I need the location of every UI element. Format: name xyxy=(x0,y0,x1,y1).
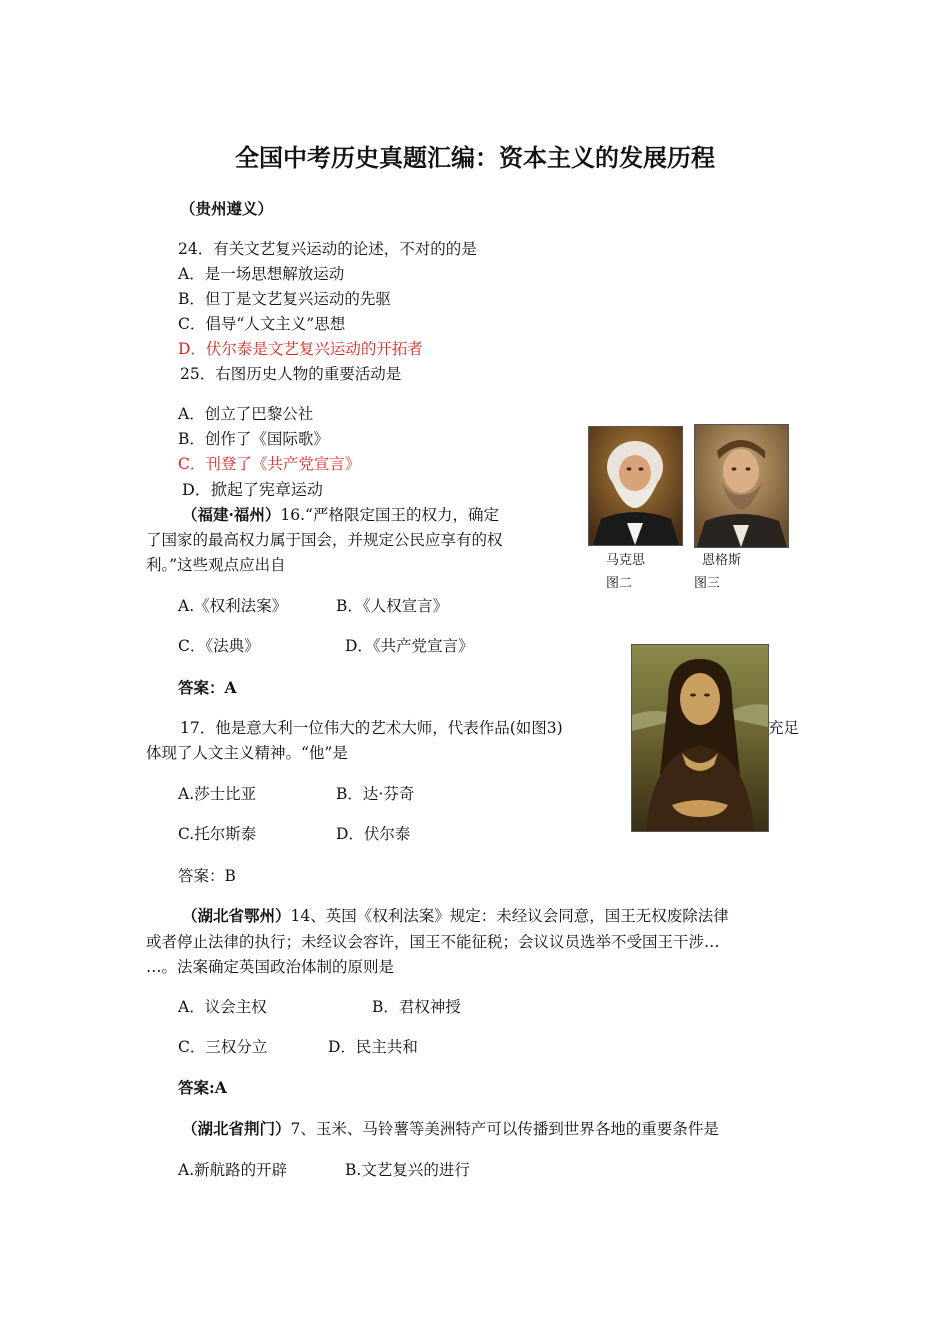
q16-option-c: C．《法典》 xyxy=(178,637,260,655)
mona-lisa-image xyxy=(631,644,769,832)
engels-caption: 恩格斯 xyxy=(702,553,742,568)
q17-stem-line2: 体现了人文主义精神。“他”是 xyxy=(146,744,348,762)
q24-option-b: B．但丁是文艺复兴运动的先驱 xyxy=(178,290,391,308)
q25-option-a: A．创立了巴黎公社 xyxy=(178,405,314,423)
q16-option-d: D．《共产党宣言》 xyxy=(345,637,474,655)
q25-option-c-answer: C．刊登了《共产党宣言》 xyxy=(178,455,361,473)
marx-portrait-image xyxy=(588,426,683,546)
q7-option-a: A.新航路的开辟 xyxy=(178,1161,288,1179)
q14-option-a: A．议会主权 xyxy=(178,998,267,1016)
q17-option-d: D．伏尔泰 xyxy=(336,825,411,843)
region-jingmen: （湖北省荆门） xyxy=(182,1119,291,1138)
q24-stem: 24．有关文艺复兴运动的论述，不对的的是 xyxy=(178,240,477,258)
q14-stem-line1: 14、英国《权利法案》规定：未经议会同意，国王无权废除法律 xyxy=(290,907,729,925)
region-guizhou: （贵州遵义） xyxy=(180,199,274,218)
q16-stem-line1: 16.“严格限定国王的权力，确定 xyxy=(280,506,499,524)
q14-option-b: B．君权神授 xyxy=(372,998,461,1016)
q25-option-d: D．掀起了宪章运动 xyxy=(182,480,323,499)
figure-3-label: 图三 xyxy=(694,576,721,591)
q25-option-b: B．创作了《国际歌》 xyxy=(178,430,329,448)
region-ezhou: （湖北省鄂州） xyxy=(182,906,291,925)
q25-stem: 25．右图历史人物的重要活动是 xyxy=(180,365,402,383)
q14-option-c: C．三权分立 xyxy=(178,1038,268,1056)
q14-stem-line3: …。法案确定英国政治体制的原则是 xyxy=(146,958,395,976)
q16-stem-line2: 了国家的最高权力属于国会，并规定公民应享有的权 xyxy=(146,531,503,549)
mona-lisa-icon xyxy=(632,645,768,831)
region-fujian: （福建·福州） xyxy=(182,505,281,524)
q17-stem-line1-end: 充足 xyxy=(768,719,800,737)
q17-answer: 答案：B xyxy=(178,867,236,885)
q17-option-b: B．达·芬奇 xyxy=(336,785,415,803)
q16-option-b: B．《人权宣言》 xyxy=(336,597,449,615)
q7-option-b: B.文艺复兴的进行 xyxy=(345,1161,470,1179)
q24-option-c: C．倡导“人文主义”思想 xyxy=(178,315,346,333)
q16-stem-line3: 利。”这些观点应出自 xyxy=(146,556,286,574)
q24-option-a: A．是一场思想解放运动 xyxy=(178,265,345,283)
q14-option-d: D．民主共和 xyxy=(328,1038,418,1056)
q17-stem-line1: 17．他是意大利一位伟大的艺术大师，代表作品(如图3) xyxy=(180,719,563,737)
engels-portrait-icon xyxy=(695,425,788,547)
q17-option-a: A.莎士比亚 xyxy=(178,785,257,803)
q14-stem-line2: 或者停止法律的执行；未经议会容许，国王不能征税；会议议员选举不受国王干涉… xyxy=(146,933,720,951)
figure-2-label: 图二 xyxy=(606,576,633,591)
engels-portrait-image xyxy=(694,424,789,548)
q14-answer: 答案:A xyxy=(178,1078,227,1097)
marx-caption: 马克思 xyxy=(606,553,646,568)
q17-option-c: C.托尔斯泰 xyxy=(178,825,257,843)
q24-option-d-answer: D．伏尔泰是文艺复兴运动的开拓者 xyxy=(178,340,423,358)
marx-portrait-icon xyxy=(589,427,682,545)
q16-option-a: A.《权利法案》 xyxy=(178,597,288,615)
page-title: 全国中考历史真题汇编：资本主义的发展历程 xyxy=(235,144,715,172)
q16-answer: 答案：A xyxy=(178,678,237,697)
q7-stem: 7、玉米、马铃薯等美洲特产可以传播到世界各地的重要条件是 xyxy=(290,1120,719,1138)
